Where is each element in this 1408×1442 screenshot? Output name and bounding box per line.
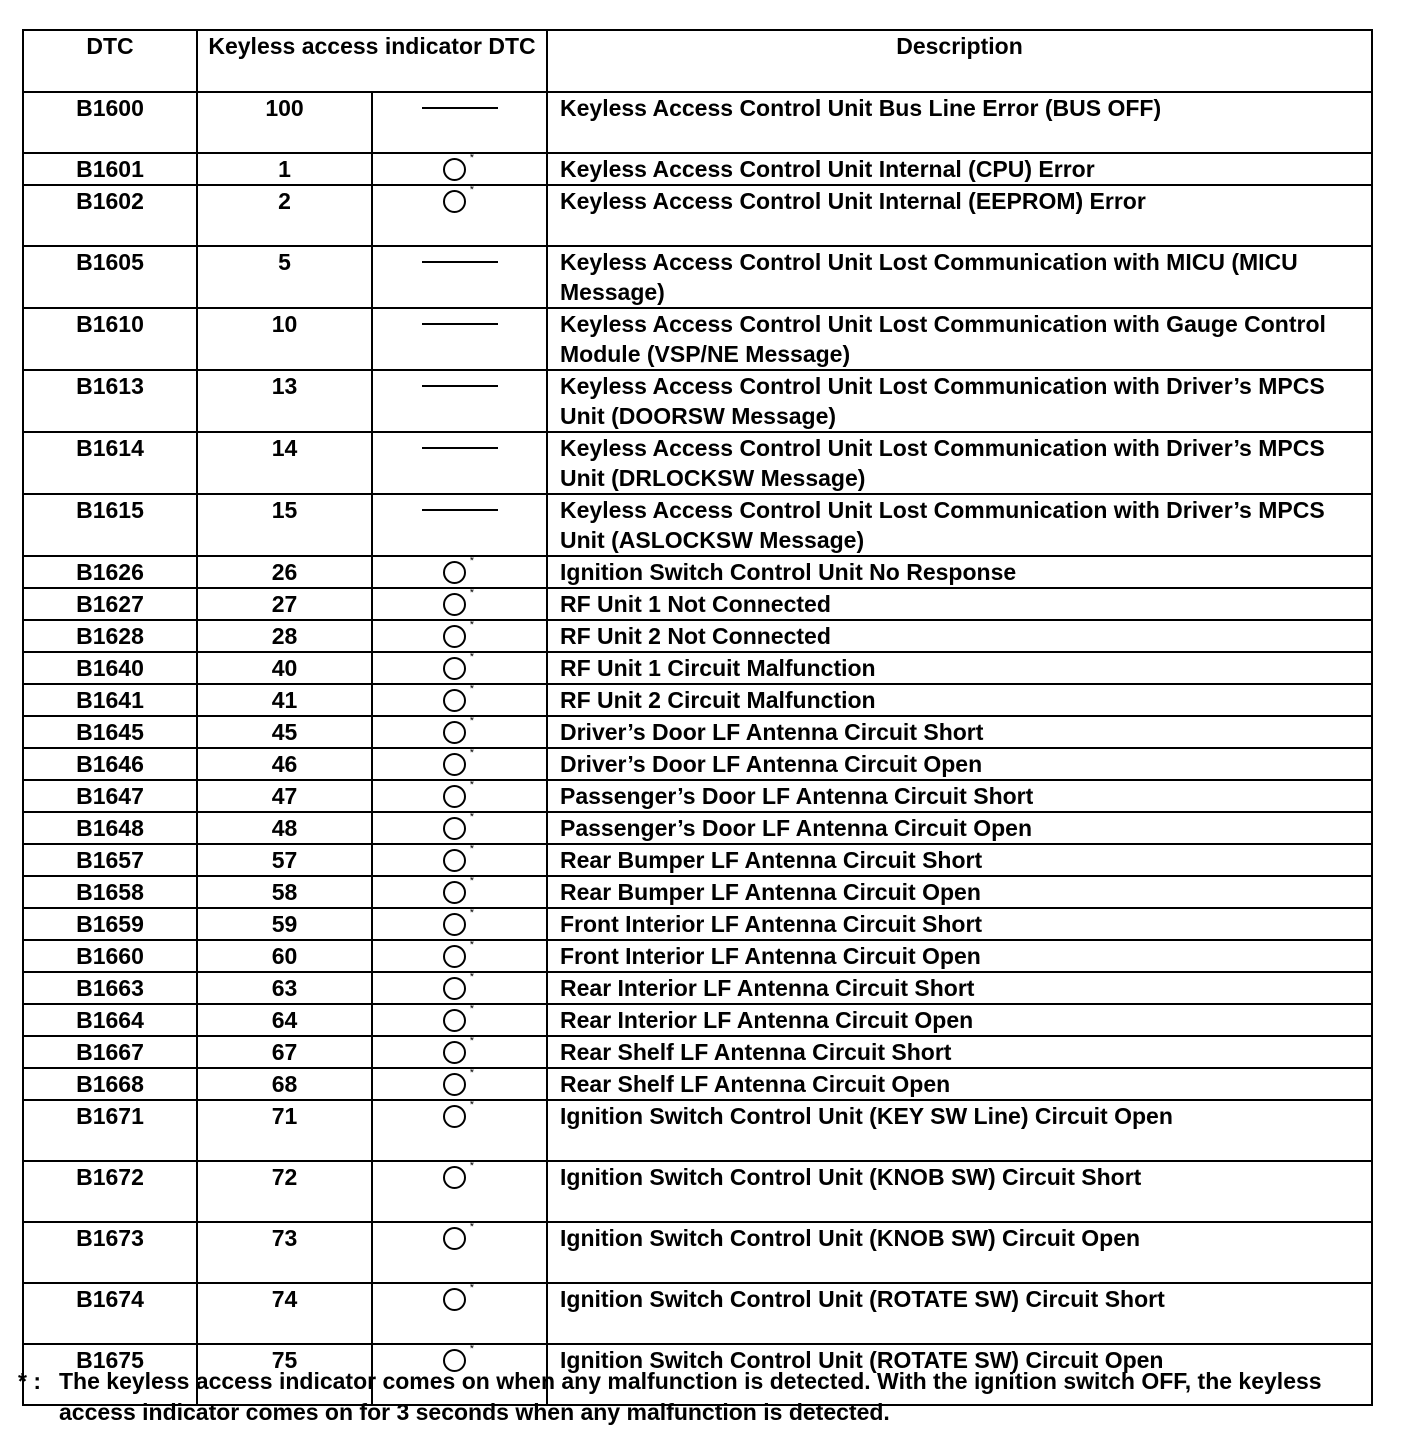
header-row	[23, 30, 1372, 92]
description-cell: RF Unit 2 Circuit Malfunction	[547, 684, 1372, 716]
indicator-code-cell: 71	[197, 1100, 372, 1161]
description-cell: Keyless Access Control Unit Bus Line Error (BUS OFF)	[547, 92, 1372, 153]
indicator-cell	[372, 748, 547, 780]
dtc-cell: B1675	[23, 1344, 197, 1405]
indicator-cell	[372, 876, 547, 908]
indicator-code-cell: 58	[197, 876, 372, 908]
table-row	[23, 92, 1372, 153]
dtc-cell: B1659	[23, 908, 197, 940]
indicator-code-cell: 45	[197, 716, 372, 748]
table-row	[23, 620, 1372, 652]
indicator-code-cell: 68	[197, 1068, 372, 1100]
description-cell: Passenger’s Door LF Antenna Circuit Short	[547, 780, 1372, 812]
asterisk-mark: *	[469, 842, 474, 855]
indicator-code-cell: 73	[197, 1222, 372, 1283]
circle-icon	[443, 618, 474, 648]
indicator-cell	[372, 185, 547, 246]
asterisk-mark: *	[469, 682, 474, 695]
indicator-code-cell: 2	[197, 185, 372, 246]
circle-icon	[443, 682, 474, 712]
dtc-cell: B1647	[23, 780, 197, 812]
dtc-cell: B1614	[23, 432, 197, 494]
circle-icon	[443, 1066, 474, 1096]
circle-icon	[443, 778, 474, 808]
dtc-cell: B1641	[23, 684, 197, 716]
dtc-cell: B1615	[23, 494, 197, 556]
dtc-cell: B1646	[23, 748, 197, 780]
indicator-code-cell: 26	[197, 556, 372, 588]
table-row	[23, 1222, 1372, 1283]
table-row	[23, 780, 1372, 812]
header-description: Description	[547, 30, 1372, 92]
dtc-cell: B1613	[23, 370, 197, 432]
indicator-cell	[372, 812, 547, 844]
indicator-cell	[372, 370, 547, 432]
indicator-code-cell: 40	[197, 652, 372, 684]
asterisk-mark: *	[469, 1159, 474, 1172]
circle-icon	[443, 1220, 474, 1250]
indicator-cell	[372, 1100, 547, 1161]
dtc-cell: B1645	[23, 716, 197, 748]
dtc-cell: B1668	[23, 1068, 197, 1100]
indicator-cell	[372, 92, 547, 153]
table-row	[23, 940, 1372, 972]
indicator-cell	[372, 588, 547, 620]
dash-mark	[422, 107, 498, 109]
indicator-code-cell: 1	[197, 153, 372, 185]
dtc-cell: B1605	[23, 246, 197, 308]
description-cell: Keyless Access Control Unit Internal (CPU) Error	[547, 153, 1372, 185]
dtc-cell: B1657	[23, 844, 197, 876]
indicator-cell	[372, 652, 547, 684]
indicator-cell	[372, 494, 547, 556]
table-row	[23, 844, 1372, 876]
indicator-cell	[372, 972, 547, 1004]
dtc-cell: B1660	[23, 940, 197, 972]
indicator-code-cell: 41	[197, 684, 372, 716]
circle-icon	[443, 151, 474, 181]
asterisk-mark: *	[469, 810, 474, 823]
circle-icon	[443, 714, 474, 744]
asterisk-mark: *	[469, 1066, 474, 1079]
asterisk-mark: *	[469, 554, 474, 567]
description-cell: Rear Bumper LF Antenna Circuit Short	[547, 844, 1372, 876]
description-cell: Ignition Switch Control Unit (ROTATE SW) Circuit Open	[547, 1344, 1372, 1405]
description-cell: Ignition Switch Control Unit (KNOB SW) Circuit Short	[547, 1161, 1372, 1222]
indicator-code-cell: 48	[197, 812, 372, 844]
dtc-cell: B1601	[23, 153, 197, 185]
circle-icon	[443, 650, 474, 680]
description-cell: Keyless Access Control Unit Lost Communication with Gauge Control Module (VSP/NE Message)	[547, 308, 1372, 370]
dtc-cell: B1628	[23, 620, 197, 652]
dtc-cell: B1610	[23, 308, 197, 370]
table-row	[23, 1036, 1372, 1068]
dash-mark	[422, 323, 498, 325]
indicator-code-cell: 27	[197, 588, 372, 620]
indicator-code-cell: 72	[197, 1161, 372, 1222]
asterisk-mark: *	[469, 778, 474, 791]
table-row	[23, 1068, 1372, 1100]
indicator-code-cell: 60	[197, 940, 372, 972]
table-body	[23, 92, 1372, 1405]
indicator-cell	[372, 1161, 547, 1222]
description-cell: Rear Shelf LF Antenna Circuit Short	[547, 1036, 1372, 1068]
dtc-cell: B1672	[23, 1161, 197, 1222]
circle-icon	[443, 842, 474, 872]
indicator-cell	[372, 940, 547, 972]
table-row	[23, 1004, 1372, 1036]
dtc-cell: B1671	[23, 1100, 197, 1161]
table-row	[23, 185, 1372, 246]
asterisk-mark: *	[469, 586, 474, 599]
circle-icon	[443, 970, 474, 1000]
dtc-cell: B1664	[23, 1004, 197, 1036]
table-row	[23, 153, 1372, 185]
asterisk-mark: *	[469, 183, 474, 196]
indicator-code-cell: 59	[197, 908, 372, 940]
table-row	[23, 876, 1372, 908]
asterisk-mark: *	[469, 650, 474, 663]
footnote-mark: * :	[18, 1368, 41, 1394]
circle-icon	[443, 1159, 474, 1189]
dtc-cell: B1648	[23, 812, 197, 844]
circle-icon	[443, 810, 474, 840]
dash-mark	[422, 385, 498, 387]
dash-mark	[422, 447, 498, 449]
description-cell: Ignition Switch Control Unit (KNOB SW) Circuit Open	[547, 1222, 1372, 1283]
asterisk-mark: *	[469, 151, 474, 164]
table-row	[23, 370, 1372, 432]
footnote-text: The keyless access indicator comes on when any malfunction is detected. With the ignition switch OFF, the keyless access indicator comes on for 3 seconds when any malfunction is detected.	[59, 1368, 1322, 1425]
table-row	[23, 748, 1372, 780]
description-cell: RF Unit 1 Not Connected	[547, 588, 1372, 620]
table-row	[23, 308, 1372, 370]
table-row	[23, 556, 1372, 588]
indicator-cell	[372, 1036, 547, 1068]
indicator-code-cell: 46	[197, 748, 372, 780]
indicator-code-cell: 100	[197, 92, 372, 153]
asterisk-mark: *	[469, 1220, 474, 1233]
indicator-cell	[372, 908, 547, 940]
dtc-cell: B1673	[23, 1222, 197, 1283]
table-row	[23, 1283, 1372, 1344]
dash-mark	[422, 509, 498, 511]
table-row	[23, 1100, 1372, 1161]
description-cell: Driver’s Door LF Antenna Circuit Open	[547, 748, 1372, 780]
table-row	[23, 588, 1372, 620]
dtc-cell: B1600	[23, 92, 197, 153]
description-cell: Passenger’s Door LF Antenna Circuit Open	[547, 812, 1372, 844]
asterisk-mark: *	[469, 618, 474, 631]
description-cell: Ignition Switch Control Unit No Response	[547, 556, 1372, 588]
indicator-cell	[372, 153, 547, 185]
asterisk-mark: *	[469, 906, 474, 919]
description-cell: Rear Bumper LF Antenna Circuit Open	[547, 876, 1372, 908]
description-cell: Keyless Access Control Unit Lost Communication with Driver’s MPCS Unit (DRLOCKSW Message)	[547, 432, 1372, 494]
indicator-code-cell: 74	[197, 1283, 372, 1344]
indicator-code-cell: 67	[197, 1036, 372, 1068]
circle-icon	[443, 554, 474, 584]
description-cell: Driver’s Door LF Antenna Circuit Short	[547, 716, 1372, 748]
table-row	[23, 716, 1372, 748]
asterisk-mark: *	[469, 1342, 474, 1355]
circle-icon	[443, 1281, 474, 1311]
indicator-code-cell: 15	[197, 494, 372, 556]
description-cell: Keyless Access Control Unit Lost Communication with Driver’s MPCS Unit (ASLOCKSW Message)	[547, 494, 1372, 556]
table-row	[23, 812, 1372, 844]
indicator-code-cell: 13	[197, 370, 372, 432]
description-cell: Rear Interior LF Antenna Circuit Open	[547, 1004, 1372, 1036]
dtc-cell: B1663	[23, 972, 197, 1004]
indicator-cell	[372, 844, 547, 876]
circle-icon	[443, 1034, 474, 1064]
indicator-code-cell: 57	[197, 844, 372, 876]
indicator-code-cell: 10	[197, 308, 372, 370]
asterisk-mark: *	[469, 874, 474, 887]
asterisk-mark: *	[469, 970, 474, 983]
asterisk-mark: *	[469, 1281, 474, 1294]
dtc-cell: B1640	[23, 652, 197, 684]
indicator-code-cell: 64	[197, 1004, 372, 1036]
asterisk-mark: *	[469, 746, 474, 759]
description-cell: Front Interior LF Antenna Circuit Open	[547, 940, 1372, 972]
dtc-cell: B1667	[23, 1036, 197, 1068]
indicator-cell	[372, 1004, 547, 1036]
description-cell: RF Unit 1 Circuit Malfunction	[547, 652, 1372, 684]
description-cell: Keyless Access Control Unit Lost Communication with Driver’s MPCS Unit (DOORSW Message)	[547, 370, 1372, 432]
indicator-cell	[372, 684, 547, 716]
indicator-code-cell: 75	[197, 1344, 372, 1405]
indicator-cell	[372, 620, 547, 652]
description-cell: Keyless Access Control Unit Lost Communication with MICU (MICU Message)	[547, 246, 1372, 308]
table-row	[23, 684, 1372, 716]
dtc-table	[22, 29, 1373, 1406]
indicator-cell	[372, 308, 547, 370]
dtc-cell: B1626	[23, 556, 197, 588]
circle-icon	[443, 1098, 474, 1128]
asterisk-mark: *	[469, 1098, 474, 1111]
indicator-code-cell: 5	[197, 246, 372, 308]
indicator-cell	[372, 1068, 547, 1100]
description-cell: Rear Shelf LF Antenna Circuit Open	[547, 1068, 1372, 1100]
description-cell: Rear Interior LF Antenna Circuit Short	[547, 972, 1372, 1004]
asterisk-mark: *	[469, 938, 474, 951]
dtc-cell: B1602	[23, 185, 197, 246]
description-cell: Ignition Switch Control Unit (ROTATE SW) Circuit Short	[547, 1283, 1372, 1344]
indicator-code-cell: 28	[197, 620, 372, 652]
circle-icon	[443, 746, 474, 776]
indicator-cell	[372, 1283, 547, 1344]
circle-icon	[443, 874, 474, 904]
footnote	[18, 1366, 1378, 1428]
indicator-code-cell: 63	[197, 972, 372, 1004]
indicator-cell	[372, 432, 547, 494]
table-row	[23, 246, 1372, 308]
dtc-cell: B1627	[23, 588, 197, 620]
asterisk-mark: *	[469, 1034, 474, 1047]
table-row	[23, 908, 1372, 940]
circle-icon	[443, 906, 474, 936]
indicator-code-cell: 14	[197, 432, 372, 494]
indicator-cell	[372, 716, 547, 748]
description-cell: Keyless Access Control Unit Internal (EEPROM) Error	[547, 185, 1372, 246]
indicator-cell	[372, 556, 547, 588]
description-cell: Front Interior LF Antenna Circuit Short	[547, 908, 1372, 940]
table-row	[23, 432, 1372, 494]
description-cell: RF Unit 2 Not Connected	[547, 620, 1372, 652]
indicator-cell	[372, 780, 547, 812]
table-row	[23, 652, 1372, 684]
dtc-cell: B1674	[23, 1283, 197, 1344]
table-row	[23, 494, 1372, 556]
description-cell: Ignition Switch Control Unit (KEY SW Line) Circuit Open	[547, 1100, 1372, 1161]
indicator-code-cell: 47	[197, 780, 372, 812]
indicator-cell	[372, 246, 547, 308]
circle-icon	[443, 938, 474, 968]
circle-icon	[443, 1002, 474, 1032]
circle-icon	[443, 586, 474, 616]
asterisk-mark: *	[469, 714, 474, 727]
table-row	[23, 1161, 1372, 1222]
asterisk-mark: *	[469, 1002, 474, 1015]
indicator-cell	[372, 1222, 547, 1283]
dtc-cell: B1658	[23, 876, 197, 908]
header-indicator: Keyless access indicator DTC	[197, 30, 547, 92]
dash-mark	[422, 261, 498, 263]
table-row	[23, 972, 1372, 1004]
circle-icon	[443, 183, 474, 213]
header-dtc: DTC	[23, 30, 197, 92]
